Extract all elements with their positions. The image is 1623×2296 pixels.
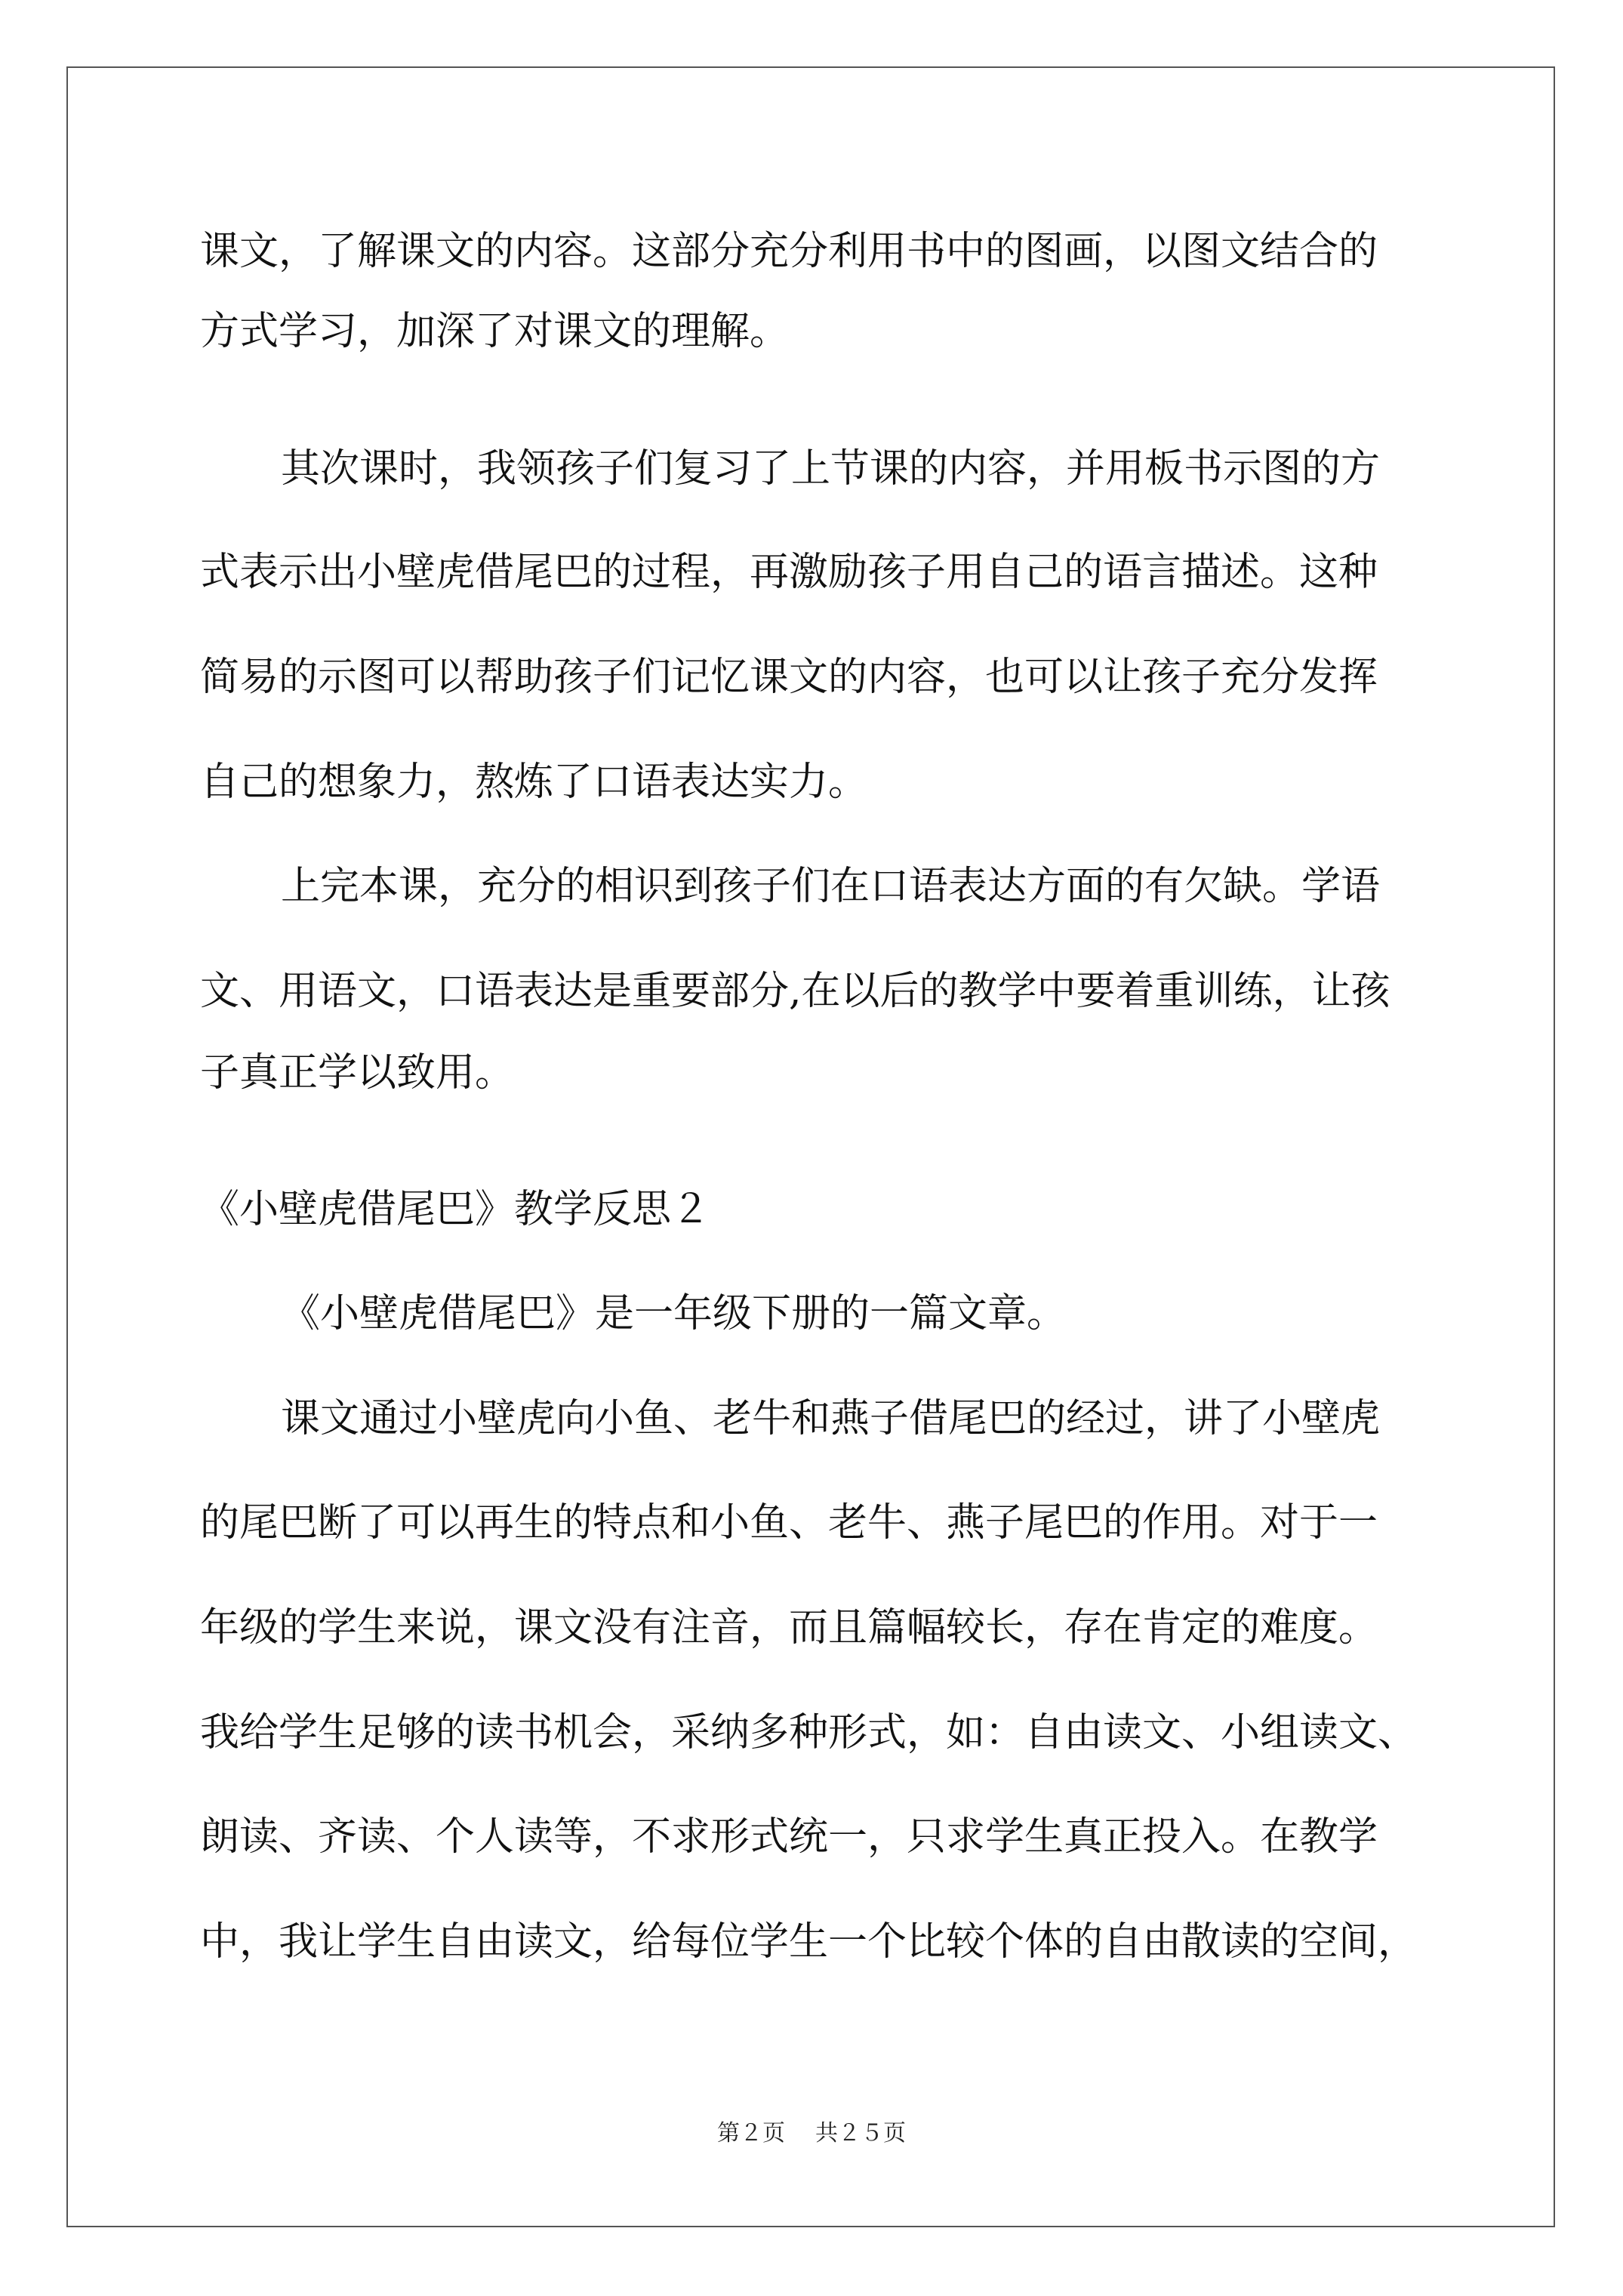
page-border (66, 66, 1555, 2227)
body-line: 简易的示图可以帮助孩子们记忆课文的内容，也可以让孩子充分发挥 (200, 655, 1378, 700)
paragraph-start: 上完本课，充分的相识到孩子们在口语表达方面的有欠缺。学语 (281, 864, 1381, 909)
body-line: 方式学习，加深了对课文的理解。 (200, 309, 790, 354)
body-line: 中，我让学生自由读文，给每位学生一个比较个体的自由散读的空间， (200, 1919, 1418, 1965)
page-total: 共２５页 (815, 2120, 906, 2147)
body-line: 自己的想象力，熬炼了口语表达实力。 (200, 760, 868, 805)
body-line: 文、用语文，口语表达是重要部分,在以后的教学中要着重训练，让孩 (200, 969, 1390, 1014)
body-line: 朗读、齐读、个人读等，不求形式统一，只求学生真正投入。在教学 (200, 1814, 1378, 1860)
body-line: 子真正学以致用。 (200, 1050, 515, 1096)
page-number: 第２页 (717, 2120, 785, 2147)
body-line: 课文，了解课文的内容。这部分充分利用书中的图画，以图文结合的 (200, 229, 1378, 274)
paragraph-start: 其次课时，我领孩子们复习了上节课的内容，并用板书示图的方 (281, 446, 1381, 492)
paragraph-start: 《小壁虎借尾巴》是一年级下册的一篇文章。 (281, 1291, 1067, 1336)
body-line: 年级的学生来说，课文没有注音，而且篇幅较长，存在肯定的难度。 (200, 1605, 1378, 1650)
body-line: 的尾巴断了可以再生的特点和小鱼、老牛、燕子尾巴的作用。对于一 (200, 1500, 1378, 1546)
section-heading: 《小壁虎借尾巴》教学反思２ (200, 1187, 711, 1232)
body-line: 式表示出小壁虎借尾巴的过程，再激励孩子用自己的语言描述。这种 (200, 550, 1378, 595)
page-footer (0, 2120, 1623, 2147)
paragraph-start: 课文通过小壁虎向小鱼、老牛和燕子借尾巴的经过，讲了小壁虎 (281, 1396, 1381, 1441)
body-line: 我给学生足够的读书机会，采纳多种形式，如：自由读文、小组读文、 (200, 1710, 1418, 1755)
